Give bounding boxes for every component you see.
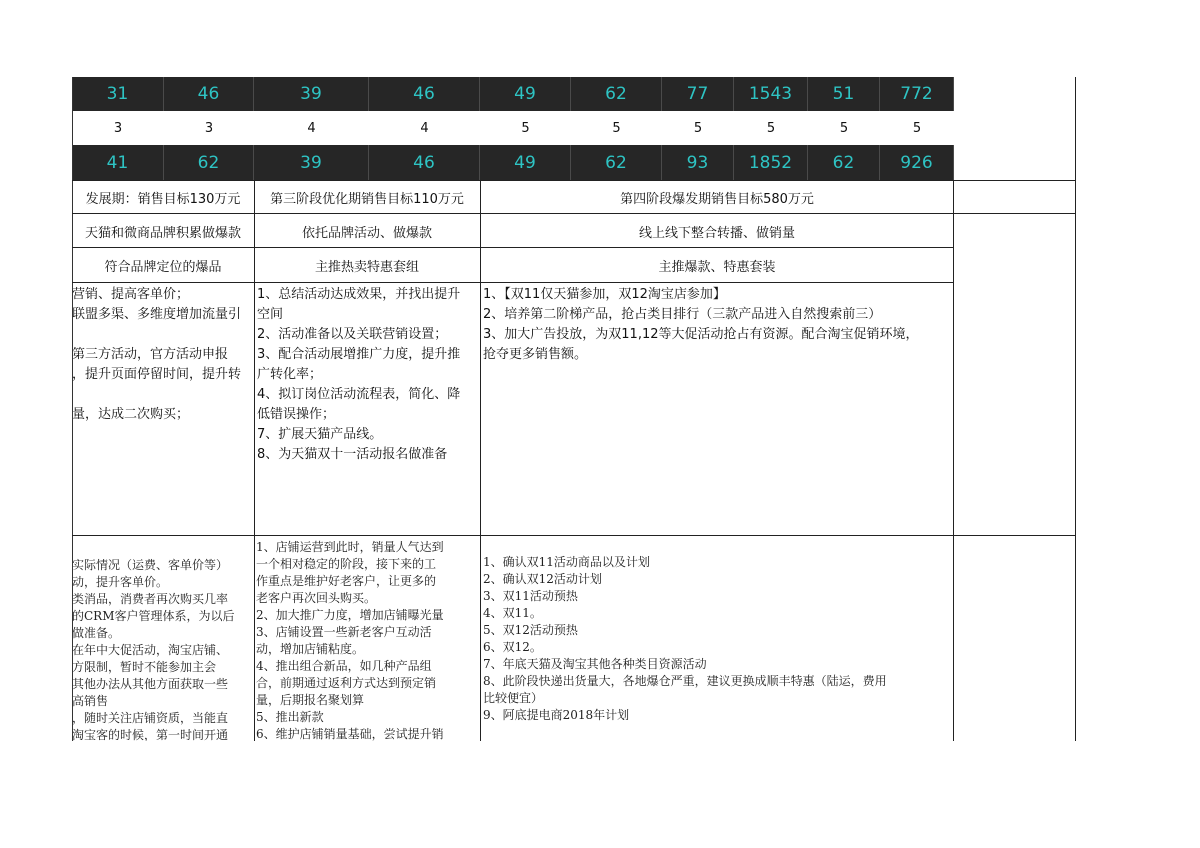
cell[interactable]: 62 <box>571 77 662 111</box>
text-line: 做准备。 <box>72 626 121 640</box>
text-line: 1、【双11仅天猫参加，双12淘宝店参加】 <box>483 287 726 302</box>
strategy-3-cell[interactable]: 依托品牌活动、做爆款 <box>301 225 432 241</box>
notes-4-cell[interactable] <box>483 554 953 741</box>
plan-3-cell[interactable] <box>257 285 479 533</box>
text-line: 广转化率； <box>257 367 323 382</box>
notes-2-cell[interactable] <box>72 557 254 741</box>
cell[interactable]: 46 <box>164 77 254 111</box>
grid-line <box>72 535 1076 536</box>
text-line: 作重点是维护好老客户，让更多的 <box>256 574 437 588</box>
text-line: 4、推出组合新品，如几种产品组 <box>256 659 432 673</box>
cell[interactable]: 4 <box>254 111 369 145</box>
text-line: 动，提升客单价。 <box>72 575 169 589</box>
cell[interactable]: 5 <box>662 111 734 145</box>
text-line: 3、配合活动展增推广力度，提升推 <box>257 347 461 362</box>
cell[interactable]: 772 <box>880 77 954 111</box>
text-line: 2、确认双12活动计划 <box>483 572 602 586</box>
text-line: 6、双12。 <box>483 640 542 654</box>
grid-line <box>72 213 1076 214</box>
text-line: 老客户再次回头购买。 <box>256 591 377 605</box>
text-line: 比较便宜） <box>483 691 544 705</box>
text-line <box>72 385 254 405</box>
cell[interactable]: 49 <box>480 145 571 180</box>
cell[interactable]: 5 <box>734 111 808 145</box>
strategy-2-text: 天猫和微商品牌积累做爆款 <box>85 225 242 241</box>
grid-line <box>254 181 255 741</box>
text-line: 1、店铺运营到此时，销量人气达到 <box>256 540 444 554</box>
text-line: 的CRM客户管理体系，为以后 <box>72 609 235 623</box>
text-line: 其他办法从其他方面获取一些 <box>72 677 229 691</box>
text-line: 动，增加店铺粘度。 <box>256 642 365 656</box>
text-line: 第三方活动，官方活动申报 <box>72 347 229 362</box>
cell[interactable]: 31 <box>72 77 164 111</box>
cell[interactable]: 49 <box>480 77 571 111</box>
text-line: 3、双11活动预热 <box>483 589 578 603</box>
text-line: 1、总结活动达成效果，并找出提升 <box>257 287 461 302</box>
plan-2-cell[interactable] <box>72 285 254 533</box>
text-line: 5、双12活动预热 <box>483 623 578 637</box>
text-line: 淘宝客的时候，第一时间开通 <box>72 728 229 741</box>
text-line: 空间 <box>257 307 284 322</box>
text-line: 量，达成二次购买； <box>72 407 190 422</box>
strategy-4-cell[interactable]: 线上线下整合转播、做销量 <box>638 225 795 241</box>
grid-line <box>1075 77 1076 741</box>
text-line <box>72 325 254 345</box>
text-line: 2、加大推广力度，增加店铺曝光量 <box>256 608 444 622</box>
cell[interactable]: 51 <box>808 77 880 111</box>
text-line: 4、双11。 <box>483 606 542 620</box>
text-line: 类消品，消费者再次购买几率 <box>72 592 229 606</box>
text-line: 8、为天猫双十一活动报名做准备 <box>257 447 448 462</box>
text-line: ，提升页面停留时间，提升转 <box>72 367 242 382</box>
text-line: 8、此阶段快递出货量大，各地爆仓严重，建议更换成顺丰特惠（陆运，费用 <box>483 674 887 688</box>
text-line: 一个相对稳定的阶段，接下来的工 <box>256 557 437 571</box>
cell[interactable]: 77 <box>662 77 734 111</box>
cell[interactable]: 93 <box>662 145 734 180</box>
text-line: 7、扩展天猫产品线。 <box>257 427 383 442</box>
products-2-cell[interactable] <box>72 249 254 282</box>
text-line: 2、培养第二阶梯产品，抢占类目排行（三款产品进入自然搜索前三） <box>483 307 882 322</box>
products-4-cell[interactable]: 主推爆款、特惠套装 <box>658 260 776 275</box>
products-3-cell[interactable]: 主推热卖特惠套组 <box>314 260 419 275</box>
text-line: 低错误操作； <box>257 407 336 422</box>
phase-3-header[interactable]: 第三阶段优化期销售目标110万元 <box>270 191 464 207</box>
text-line: 6、维护店铺销量基础，尝试提升销 <box>256 727 444 741</box>
text-line: 9、阿底提电商2018年计划 <box>483 708 630 722</box>
cell[interactable]: 3 <box>164 111 254 145</box>
cell[interactable]: 5 <box>571 111 662 145</box>
text-line: 合，前期通过返利方式达到预定销 <box>256 676 437 690</box>
text-line: 方限制，暂时不能参加主会 <box>72 660 217 674</box>
grid-line <box>72 247 954 248</box>
text-line: 营销、提高客单价； <box>72 287 190 302</box>
cell[interactable]: 46 <box>369 145 480 180</box>
cell[interactable]: 5 <box>880 111 954 145</box>
phase-2-title: 发展期：销售目标130万元 <box>85 191 241 207</box>
text-line: ，随时关注店铺资质，当能直 <box>72 711 229 725</box>
plan-4-cell[interactable] <box>483 285 953 533</box>
text-line: 5、推出新款 <box>256 710 324 724</box>
phase-4-header[interactable]: 第四阶段爆发期销售目标580万元 <box>620 191 814 207</box>
text-line: 1、确认双11活动商品以及计划 <box>483 555 650 569</box>
notes-3-cell[interactable] <box>256 539 479 741</box>
cell[interactable]: 3 <box>72 111 164 145</box>
text-line: 4、拟订岗位活动流程表，简化、降 <box>257 387 461 402</box>
cell[interactable]: 1852 <box>734 145 808 180</box>
cell[interactable]: 46 <box>369 77 480 111</box>
cell[interactable]: 62 <box>164 145 254 180</box>
text-line: 高销售 <box>72 694 109 708</box>
cell[interactable]: 39 <box>254 77 369 111</box>
grid-line <box>72 180 1076 181</box>
text-line: 实际情况（运费、客单价等） <box>72 558 229 572</box>
cell[interactable]: 4 <box>369 111 480 145</box>
strategy-2-cell[interactable] <box>72 215 254 247</box>
text-line: 7、年底天猫及淘宝其他各种类目资源活动 <box>483 657 707 671</box>
grid-line <box>72 282 954 283</box>
text-line: 3、店铺设置一些新老客户互动活 <box>256 625 432 639</box>
grid-line <box>72 77 73 741</box>
grid-line <box>953 181 954 741</box>
text-line: 联盟多渠、多维度增加流量引 <box>72 307 242 322</box>
grid-line <box>480 181 481 741</box>
text-line: 2、活动准备以及关联营销设置； <box>257 327 448 342</box>
phase-2-header[interactable] <box>72 181 254 213</box>
text-line: 量，后期报名聚划算 <box>256 693 365 707</box>
products-2-text: 符合品牌定位的爆品 <box>104 260 222 275</box>
cell[interactable]: 926 <box>880 145 954 180</box>
cell[interactable]: 1543 <box>734 77 808 111</box>
cell[interactable]: 39 <box>254 145 369 180</box>
cell[interactable]: 5 <box>480 111 571 145</box>
text-line: 在年中大促活动，淘宝店铺、 <box>72 643 229 657</box>
cell[interactable]: 5 <box>808 111 880 145</box>
text-line: 抢夺更多销售额。 <box>483 347 588 362</box>
text-line: 3、加大广告投放，为双11,12等大促活动抢占有资源。配合淘宝促销环境， <box>483 327 919 342</box>
cell[interactable]: 62 <box>808 145 880 180</box>
cell[interactable]: 62 <box>571 145 662 180</box>
cell[interactable]: 41 <box>72 145 164 180</box>
